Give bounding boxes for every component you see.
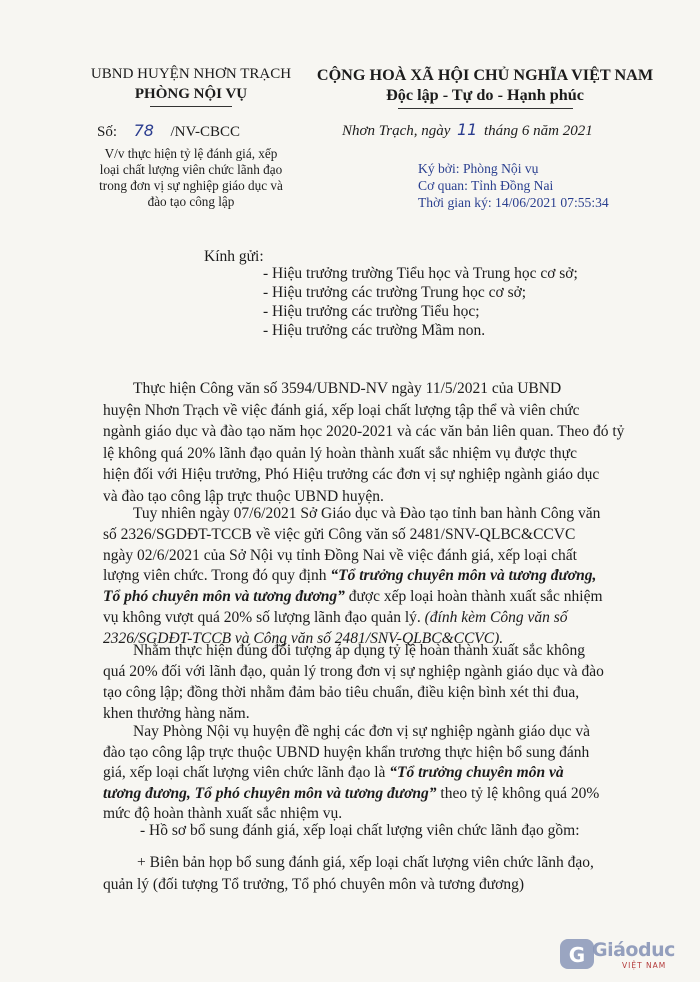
signature-line: Thời gian ký: 14/06/2021 07:55:34 (418, 195, 609, 210)
subject-line: V/v thực hiện tỷ lệ đánh giá, xếp (104, 146, 278, 161)
logo-brand-text: Giáoduc (592, 939, 675, 961)
department-underline (150, 106, 232, 107)
issuing-department: PHÒNG NỘI VỤ (134, 86, 248, 102)
paragraph-4 (103, 722, 599, 825)
signature-line: Ký bởi: Phòng Nội vụ (418, 161, 539, 176)
para-text: theo tỷ lệ không quá 20% (436, 784, 600, 802)
para-line (103, 566, 603, 587)
para-line: quản lý (đối tượng Tổ trưởng, Tổ phó chuyên môn và tương đương) (103, 876, 524, 893)
subject-block (80, 146, 302, 210)
para-text: được xếp loại hoàn thành xuất sắc nhiệm (344, 588, 603, 606)
para-line: mức độ hoàn thành xuất sắc nhiệm vụ. (103, 805, 343, 822)
para-line: 2326/SGDĐT-TCCB và Công văn số 2481/SNV-QLBC&CCVC). (103, 629, 504, 647)
recipient-item: - Hiệu trưởng các trường Tiểu học; (263, 303, 480, 320)
para-line (103, 608, 603, 629)
paragraph-2 (103, 504, 603, 650)
para-line (103, 587, 603, 608)
para-text: lượng viên chức. Trong đó quy định (103, 567, 331, 585)
place-date-rest: tháng 6 năm 2021 (483, 123, 593, 139)
issuing-authority: UBND HUYỆN NHƠN TRẠCH (90, 66, 292, 82)
digital-signature (418, 160, 609, 211)
recipient-item: - Hiệu trưởng trường Tiểu học và Trung học cơ sở; (263, 265, 578, 282)
paragraph-1 (103, 378, 624, 507)
subject-line: loại chất lượng viên chức lãnh đạo (99, 162, 283, 177)
para-text: vụ không vượt quá 20% số lượng lãnh đạo quản lý. (103, 608, 425, 626)
para-line: ngày 02/6/2021 của Sở Nội vụ tỉnh Đồng Nai về việc đánh giá, xếp loại chất (103, 546, 577, 564)
doc-number (97, 121, 240, 141)
para-line: quá 20% đối với lãnh đạo, quản lý trong đơn vị sự nghiệp ngành giáo dục và đào (103, 663, 604, 680)
para-line (103, 763, 599, 784)
para-line: đào tạo công lập trực thuộc UBND huyện khẩn trương thực hiện bổ sung đánh (103, 743, 590, 761)
para-emphasis: “Tổ trưởng chuyên môn và tương đương, (330, 567, 597, 585)
para-line: + Biên bản họp bổ sung đánh giá, xếp loại chất lượng viên chức lãnh đạo, (137, 854, 594, 871)
paragraph-6 (103, 852, 594, 896)
para-emphasis: Tổ phó chuyên môn và tương đương” (103, 588, 345, 606)
handwritten-day: 11 (457, 120, 478, 139)
para-line: và đào tạo công lập trực thuộc UBND huyện. (103, 487, 384, 505)
para-line: Nay Phòng Nội vụ huyện đề nghị các đơn vị sự nghiệp ngành giáo dục và (133, 723, 590, 740)
para-line: tạo công lập; đồng thời nhằm đảm bảo tiêu chuẩn, điều kiện bình xét thi đua, (103, 684, 580, 701)
greeting: Kính gửi: (204, 248, 264, 265)
svg-text:G: G (568, 943, 586, 967)
country-title: CỘNG HOÀ XÃ HỘI CHỦ NGHĨA VIỆT NAM (316, 66, 654, 84)
doc-number-handwritten: 78 (133, 121, 154, 140)
para-emphasis: tương đương, Tổ phó chuyên môn và tương đương” (103, 784, 437, 802)
place-date-prefix: Nhơn Trạch, ngày (342, 123, 451, 139)
recipient-list (263, 264, 578, 340)
para-emphasis: “Tổ trưởng chuyên môn và (389, 764, 564, 781)
giaoduc-watermark-logo (558, 935, 686, 975)
para-text: giá, xếp loại chất lượng viên chức lãnh đạo là (103, 764, 390, 781)
para-line: Thực hiện Công văn số 3594/UBND-NV ngày 11/5/2021 của UBND (133, 380, 562, 397)
para-line: ngành giáo dục và đào tạo năm học 2020-2021 và các văn bản liên quan. Theo đó tỷ (103, 423, 625, 440)
doc-number-label: Số: (97, 124, 118, 140)
para-line: Nhằm thực hiện đúng đối tượng áp dụng tỷ lệ hoàn thành xuất sắc không (133, 642, 586, 659)
recipient-item: - Hiệu trưởng các trường Trung học cơ sở; (263, 284, 527, 301)
doc-number-suffix: /NV-CBCC (170, 124, 240, 140)
para-line: hiện đối với Hiệu trưởng, Phó Hiệu trưởng các đơn vị sự nghiệp ngành giáo dục (103, 466, 600, 483)
para-italic: (đính kèm Công văn số (424, 608, 568, 626)
signature-line: Cơ quan: Tỉnh Đồng Nai (418, 178, 554, 193)
para-line: số 2326/SGDĐT-TCCB về việc gửi Công văn số 2481/SNV-QLBC&CCVC (103, 525, 576, 543)
paragraph-5: - Hồ sơ bổ sung đánh giá, xếp loại chất lượng viên chức lãnh đạo gồm: (140, 822, 580, 839)
motto-underline (398, 108, 573, 109)
subject-line: trong đơn vị sự nghiệp giáo dục và (99, 178, 283, 193)
place-date (342, 120, 593, 140)
subject-line: đào tạo công lập (147, 194, 235, 209)
national-motto: Độc lập - Tự do - Hạnh phúc (386, 86, 584, 104)
para-line: Tuy nhiên ngày 07/6/2021 Sở Giáo dục và Đào tạo tỉnh ban hành Công văn (133, 505, 601, 522)
para-line: lệ không quá 20% lãnh đạo quản lý hoàn thành xuất sắc nhiệm vụ được thực (103, 444, 577, 462)
para-line (103, 784, 599, 805)
para-line: khen thưởng hàng năm. (103, 705, 250, 722)
paragraph-3 (103, 640, 604, 724)
logo-sub-text: VIỆT NAM (622, 961, 667, 970)
recipient-item: - Hiệu trưởng các trường Mầm non. (263, 322, 486, 339)
para-line: huyện Nhơn Trạch về việc đánh giá, xếp loại chất lượng tập thể và viên chức (103, 401, 580, 419)
